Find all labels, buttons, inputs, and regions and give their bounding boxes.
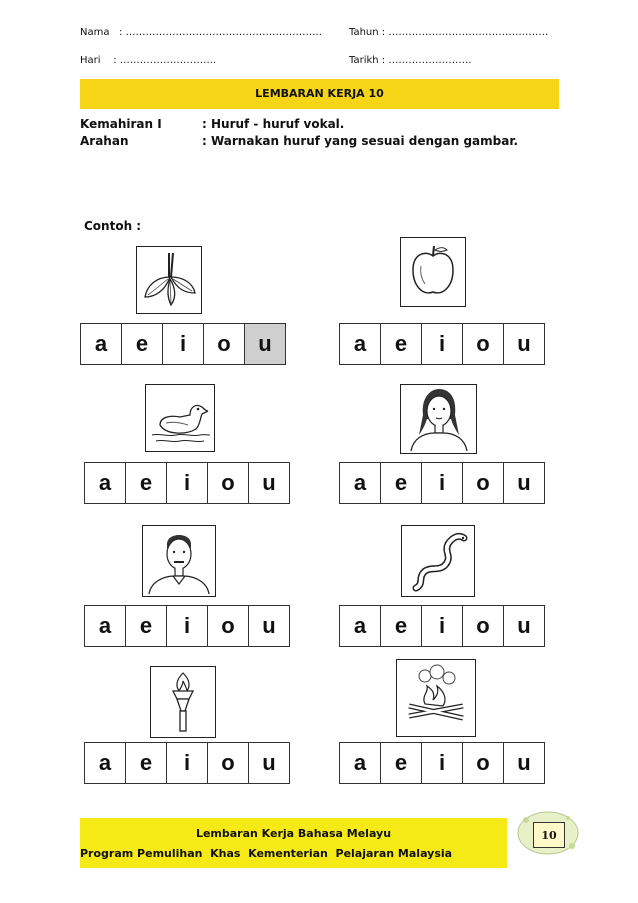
vowel-cell-o[interactable]: o [207,742,249,784]
vowel-cell-u[interactable]: u [248,462,290,504]
vowel-cell-e[interactable]: e [380,742,422,784]
footer-banner [80,818,507,868]
direction-value: : Warnakan huruf yang sesuai dengan gambar. [202,134,519,148]
vowel-cell-e[interactable]: e [121,323,163,365]
vowel-row-leaf [80,323,286,365]
vowel-cell-e[interactable]: e [380,323,422,365]
day-field[interactable]: Hari : ……………………….. [80,55,217,66]
vowel-row-snake [339,605,545,647]
campfire-icon [397,660,475,736]
vowel-cell-i[interactable]: i [162,323,204,365]
torch-icon [151,667,215,737]
vowel-cell-u[interactable]: u [248,605,290,647]
skill-label: Kemahiran I [80,117,162,131]
vowel-cell-u[interactable]: u [503,323,545,365]
vowel-cell-u[interactable]: u [503,462,545,504]
vowel-cell-o[interactable]: o [462,323,504,365]
vowel-cell-a[interactable]: a [339,605,381,647]
example-label: Contoh : [84,219,142,233]
woman-icon [401,385,476,453]
vowel-cell-u[interactable]: u [503,605,545,647]
snake-picture [401,525,475,597]
year-field[interactable]: Tahun : ………………………………………… [349,27,549,38]
vowel-cell-i[interactable]: i [421,605,463,647]
vowel-cell-o[interactable]: o [207,462,249,504]
vowel-cell-a[interactable]: a [80,323,122,365]
snake-icon [402,526,474,596]
vowel-cell-o[interactable]: o [203,323,245,365]
duck-icon [146,385,214,451]
vowel-cell-u-filled[interactable]: u [244,323,286,365]
leaf-icon [137,247,201,313]
torch-picture [150,666,216,738]
footer-title: Lembaran Kerja Bahasa Melayu [195,827,392,840]
vowel-cell-a[interactable]: a [84,462,126,504]
vowel-row-apple [339,323,545,365]
leaf-picture [136,246,202,314]
vowel-cell-i[interactable]: i [166,742,208,784]
vowel-cell-e[interactable]: e [125,605,167,647]
vowel-cell-i[interactable]: i [421,462,463,504]
apple-icon [401,238,465,306]
vowel-cell-a[interactable]: a [339,462,381,504]
skill-value: : Huruf - huruf vokal. [202,117,345,131]
name-field[interactable]: Nama : ………………………………………………….. [80,27,322,38]
worksheet-title: LEMBARAN KERJA 10 [255,87,384,100]
vowel-cell-i[interactable]: i [166,605,208,647]
apple-picture [400,237,466,307]
page-number: 10 [533,822,565,848]
vowel-cell-e[interactable]: e [380,462,422,504]
man-icon [143,526,215,596]
vowel-cell-o[interactable]: o [462,605,504,647]
campfire-picture [396,659,476,737]
vowel-cell-e[interactable]: e [125,462,167,504]
vowel-cell-a[interactable]: a [339,323,381,365]
vowel-cell-u[interactable]: u [503,742,545,784]
vowel-cell-o[interactable]: o [462,742,504,784]
date-field[interactable]: Tarikh : ……………………. [349,55,472,66]
vowel-cell-i[interactable]: i [421,742,463,784]
vowel-row-man [84,605,290,647]
duck-picture [145,384,215,452]
vowel-cell-a[interactable]: a [84,605,126,647]
vowel-row-torch [84,742,290,784]
vowel-row-woman [339,462,545,504]
vowel-cell-a[interactable]: a [339,742,381,784]
vowel-cell-o[interactable]: o [207,605,249,647]
vowel-cell-i[interactable]: i [421,323,463,365]
vowel-row-duck [84,462,290,504]
woman-picture [400,384,477,454]
direction-label: Arahan [80,134,129,148]
vowel-cell-i[interactable]: i [166,462,208,504]
vowel-cell-e[interactable]: e [125,742,167,784]
vowel-row-campfire [339,742,545,784]
vowel-cell-e[interactable]: e [380,605,422,647]
vowel-cell-o[interactable]: o [462,462,504,504]
vowel-cell-a[interactable]: a [84,742,126,784]
worksheet-banner [80,79,559,109]
vowel-cell-u[interactable]: u [248,742,290,784]
man-picture [142,525,216,597]
footer-subtitle: Program Pemulihan Khas Kementerian Pelajaran Malaysia [80,847,453,860]
